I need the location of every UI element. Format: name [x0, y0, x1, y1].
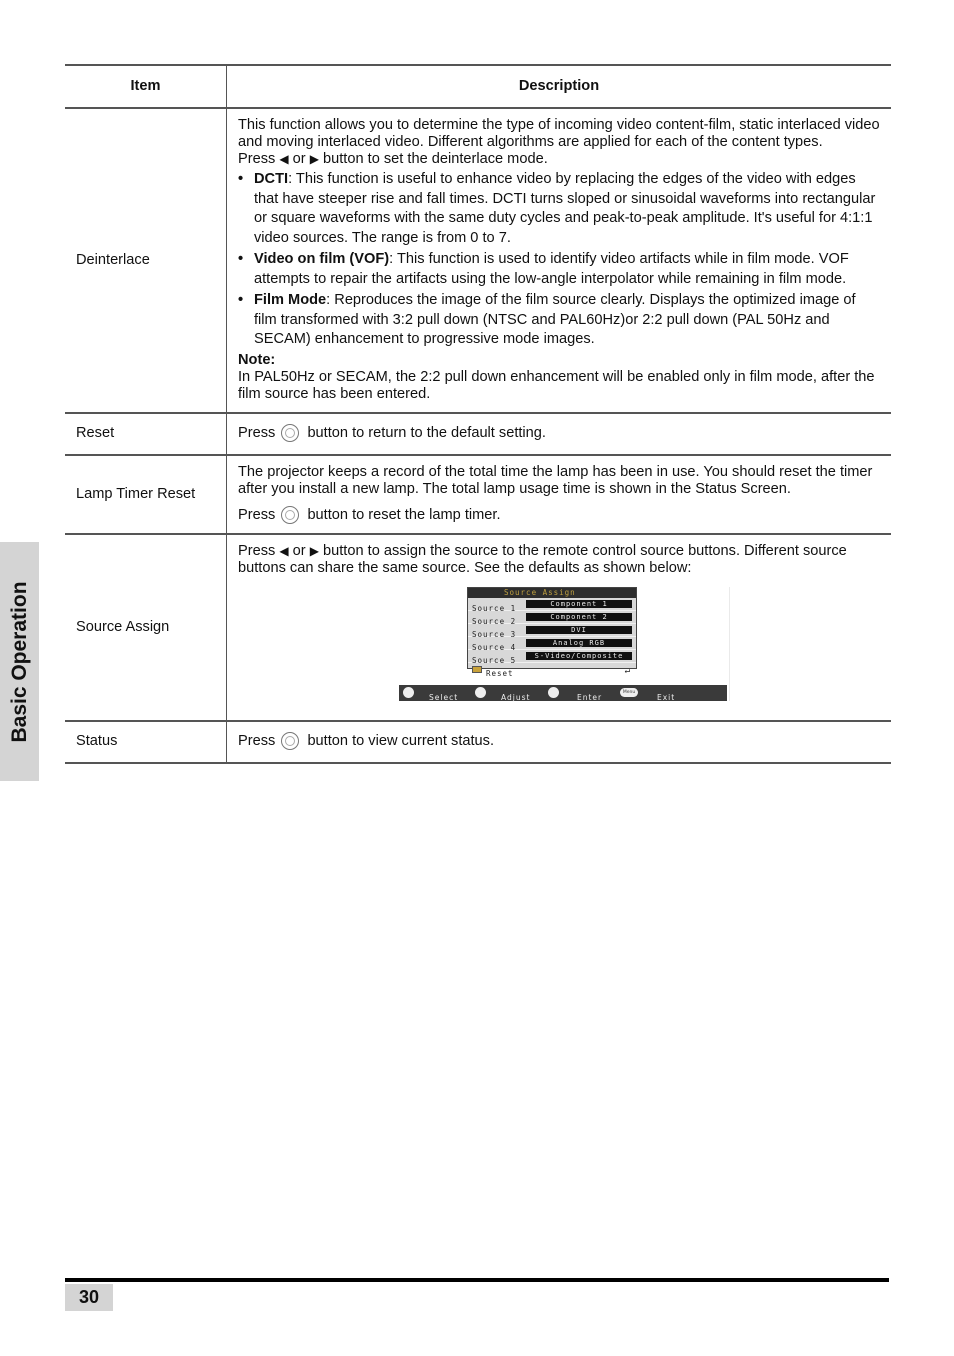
- desc-source-assign: [227, 534, 892, 721]
- osd-reset-row: [468, 663, 636, 678]
- table-row-source-assign: [65, 534, 891, 721]
- exit-label: Exit: [657, 692, 676, 702]
- bullet-text: : Reproduces the image of the film source clearly. Displays the optimized image of film transformed with 3:2 pull down (NTSC and PAL60Hz)or 2:2 pull down (PAL 50Hz and SECAM) enhancement to progressive mode images.: [254, 292, 856, 347]
- table-row-deinterlace: [65, 108, 891, 413]
- deinterlace-press: [238, 151, 881, 168]
- right-arrow-icon: ▶: [309, 152, 319, 166]
- osd-title: Source Assign: [468, 588, 636, 598]
- osd-divider: [729, 587, 730, 701]
- osd-row-label: Source 4: [472, 642, 517, 652]
- left-arrow-icon: ◀: [279, 543, 289, 558]
- desc-status: [227, 721, 892, 763]
- osd-row-label: Source 1: [472, 603, 517, 613]
- select-icon: [403, 687, 414, 698]
- osd-row-value: DVI: [526, 626, 632, 634]
- osd-row-label: Source 3: [472, 629, 517, 639]
- header-item: Item: [65, 65, 227, 108]
- osd-row: [468, 611, 636, 624]
- item-lamp-timer-reset: Lamp Timer Reset: [65, 455, 227, 534]
- adjust-icon: [475, 687, 486, 698]
- press-tail: button to return to the default setting.: [307, 425, 546, 441]
- desc-deinterlace: [227, 108, 892, 413]
- note-label: Note:: [238, 351, 276, 368]
- right-arrow-icon: ▶: [309, 543, 319, 558]
- bullet-text: : This function is used to identify video artifacts while in film mode. VOF attempts to repair the artifacts using the low-angle interpolator while remaining in film mode.: [254, 251, 849, 287]
- bullet-vof: [238, 250, 881, 289]
- osd-row-value: Component 2: [526, 613, 632, 621]
- osd-row: [468, 650, 636, 663]
- menu-icon: Menu: [620, 688, 638, 697]
- bullet-term: DCTI: [254, 171, 289, 187]
- source-press: [238, 543, 881, 577]
- spec-table: [65, 64, 891, 764]
- item-reset: Reset: [65, 413, 227, 455]
- enter-button-icon: [281, 424, 299, 442]
- osd-source-assign-menu: [467, 587, 637, 678]
- press-text: Press: [238, 542, 276, 559]
- osd-help-bar: [399, 685, 727, 701]
- or-text: or: [292, 542, 306, 559]
- press-tail: button to view current status.: [307, 733, 495, 749]
- bullet-term: Film Mode: [254, 292, 327, 308]
- reset-icon: [472, 666, 482, 673]
- note-text: In PAL50Hz or SECAM, the 2:2 pull down enhancement will be enabled only in film mode, after the film source has been entered.: [238, 368, 875, 402]
- osd-row-value: Analog RGB: [526, 639, 632, 647]
- enter-icon: [548, 687, 559, 698]
- section-tab-label: Basic Operation: [7, 580, 31, 743]
- table-row-lamp-timer-reset: [65, 455, 891, 534]
- header-description: Description: [227, 65, 892, 108]
- footer-rule: [65, 1278, 889, 1282]
- left-arrow-icon: ◀: [279, 152, 289, 166]
- lamp-text: The projector keeps a record of the total time the lamp has been in use. You should reset the timer after you install a new lamp. The total lamp usage time is shown in the Status Screen.: [238, 463, 873, 497]
- osd-illustration: [238, 587, 881, 711]
- press-text: Press: [238, 425, 276, 441]
- osd-row-label: Source 2: [472, 616, 517, 626]
- enter-button-icon: [281, 732, 299, 750]
- adjust-label: Adjust: [501, 692, 531, 702]
- item-source-assign: Source Assign: [65, 534, 227, 721]
- press-text: Press: [238, 506, 276, 523]
- enter-label: Enter: [577, 692, 603, 702]
- or-text: or: [292, 151, 306, 167]
- item-status: Status: [65, 721, 227, 763]
- table-row-status: [65, 721, 891, 763]
- page-number: 30: [65, 1284, 113, 1311]
- press-tail: button to assign the source to the remote control source buttons. Different source buttons can share the same source. See the defaults as shown below:: [238, 542, 847, 576]
- enter-button-icon: [281, 506, 299, 524]
- desc-lamp-timer-reset: [227, 455, 892, 534]
- bullet-film-mode: [238, 291, 881, 350]
- deinterlace-intro: This function allows you to determine the type of incoming video content-film, static interlaced video and moving interlaced video. Different algorithms are applied for each of the content types.: [238, 117, 880, 150]
- lamp-press: [238, 506, 881, 524]
- return-icon: ↵: [624, 665, 630, 676]
- osd-row: [468, 637, 636, 650]
- osd-row-value: Component 1: [526, 600, 632, 608]
- press-text: Press: [238, 733, 276, 749]
- select-label: Select: [429, 692, 459, 702]
- osd-row-value: S-Video/Composite: [526, 652, 632, 660]
- desc-reset: [227, 413, 892, 455]
- press-text: Press: [238, 151, 276, 167]
- press-tail: button to reset the lamp timer.: [307, 506, 501, 523]
- section-tab: [0, 542, 39, 781]
- bullet-term: Video on film (VOF): [254, 251, 390, 267]
- osd-reset-label: Reset: [486, 668, 514, 678]
- item-deinterlace: Deinterlace: [65, 108, 227, 413]
- osd-row: [468, 598, 636, 611]
- osd-row-label: Source 5: [472, 655, 517, 665]
- press-tail: button to set the deinterlace mode.: [323, 151, 548, 167]
- bullet-dcti: [238, 170, 881, 248]
- table-header-row: [65, 65, 891, 108]
- bullet-text: : This function is useful to enhance video by replacing the edges of the video with edges that have steeper rise and fall times. DCTI turns sloped or sinusoidal waveforms into rectangular or square waveforms with the same duty cycles and peak-to-peak amplitude. It's useful for 4:1:1 video sources. The range is from 0 to 7.: [254, 171, 876, 246]
- table-row-reset: [65, 413, 891, 455]
- osd-row: [468, 624, 636, 637]
